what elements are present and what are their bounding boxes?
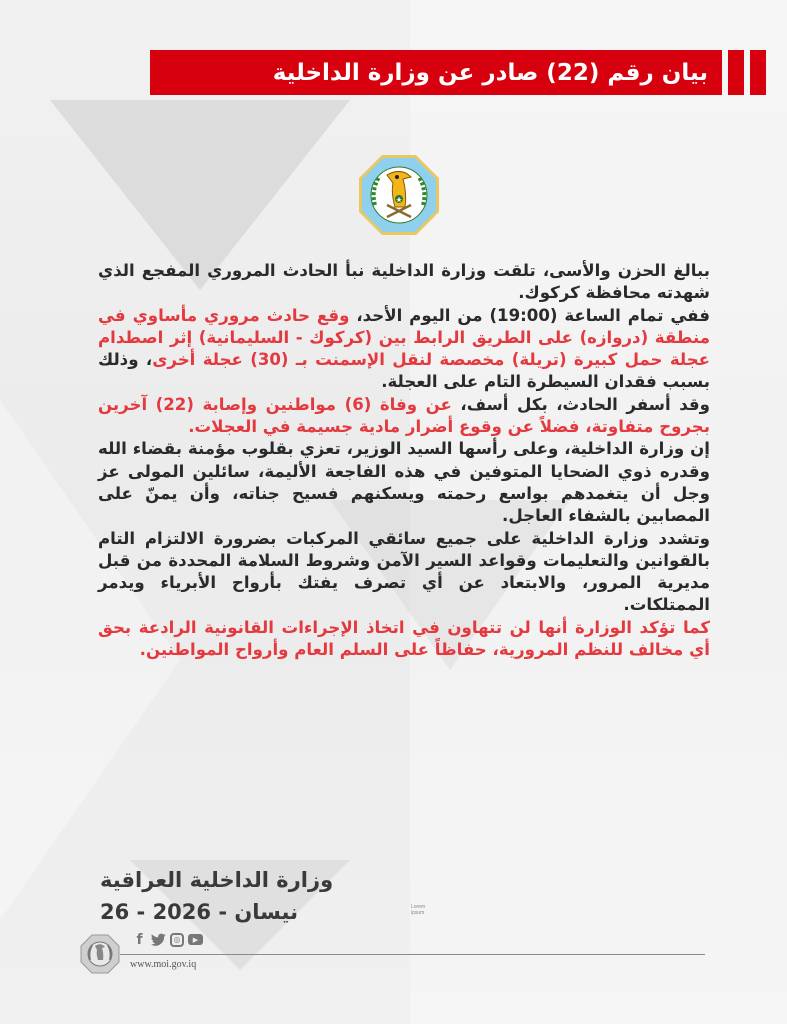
social-links [132, 932, 203, 947]
highlighted-text: كما تؤكد الوزارة أنها لن تتهاون في اتخاذ الإجراءات القانونية الرادعة بحق أي مخالف للنظم المرورية، حفاظاً على السلم العام وأرواح المواطنين. [98, 617, 710, 660]
highlighted-text: وقع حادث مروري مأساوي في منطقة (دروازه) على الطريق الرابط بين (كركوك - السليمانية) إثر اصطدام عجلة حمل كبيرة (تريلة) مخصصة لنقل الإسمنت بـ (30) عجلة أخرى [98, 305, 711, 370]
paragraph-text: إن وزارة الداخلية، وعلى رأسها السيد الوزير، تعزي بقلوب مؤمنة بقضاء الله وقدره ذوي الضحايا المتوفين في هذه الفاجعة الأليمة، سائلين المولى عز وجل أن يتغمدهم بواسع رحمته ويسكنهم فسيح جناته، وأن يمنّ على المصابين بالشفاء العاجل. [98, 439, 710, 526]
placeholder-text [411, 904, 425, 916]
instagram-icon[interactable]: ◎ [170, 933, 184, 947]
paragraph-text: وقد أسفر الحادث، بكل أسف، [451, 394, 710, 414]
placeholder-line: ipsum [411, 910, 425, 916]
ministry-of-interior-emblem-icon [357, 153, 441, 237]
header-stripe [750, 50, 766, 95]
paragraph-text: ببالغ الحزن والأسى، تلقت وزارة الداخلية نبأ الحادث المروري المفجع الذي شهدته محافظة كركوك. [98, 261, 710, 303]
paragraph-instructions [98, 528, 710, 617]
organization-name: وزارة الداخلية العراقية [100, 868, 334, 892]
header-title-bar [150, 50, 722, 95]
statement-date: 26 - نيسان - 2026 [100, 900, 298, 924]
paragraph-casualties [98, 394, 710, 439]
statement-header [150, 50, 780, 95]
paragraph-text: ففي تمام الساعة (19:00) من اليوم الأحد، [349, 305, 710, 325]
facebook-icon[interactable]: f [136, 931, 143, 948]
highlighted-text: عن وفاة (6) مواطنين وإصابة (22) آخرين بجروح متفاوتة، فضلاً عن وقوع أضرار مادية جسيمة في العجلات. [98, 394, 710, 437]
paragraph-incident [98, 305, 710, 394]
paragraph-text: وتشدد وزارة الداخلية على جميع سائقي المركبات بضرورة الالتزام التام بالقوانين والتعليمات وقواعد السير الآمن وشروط السلامة المحددة من قبل مديرية المرور، والابتعاد عن أي تصرف يفتك بأرواح الأبرياء ويدمر الممتلكات. [98, 528, 710, 615]
paragraph-condolences [98, 438, 710, 527]
twitter-icon[interactable] [151, 932, 166, 947]
placeholder-line: Lorem [411, 904, 426, 910]
website-link[interactable]: www.moi.gov.iq [130, 959, 197, 970]
statement-title: بيان رقم (22) صادر عن وزارة الداخلية [272, 59, 708, 86]
paragraph-warning [98, 617, 710, 662]
footer-divider [120, 954, 705, 955]
footer-emblem-icon [80, 934, 120, 974]
youtube-icon[interactable]: ▶ [188, 934, 203, 945]
header-stripe [728, 50, 744, 95]
paragraph-opening [98, 260, 710, 305]
paragraph-text: ، وذلك بسبب فقدان السيطرة التام على العجلة. [98, 350, 710, 392]
statement-body [98, 260, 710, 661]
